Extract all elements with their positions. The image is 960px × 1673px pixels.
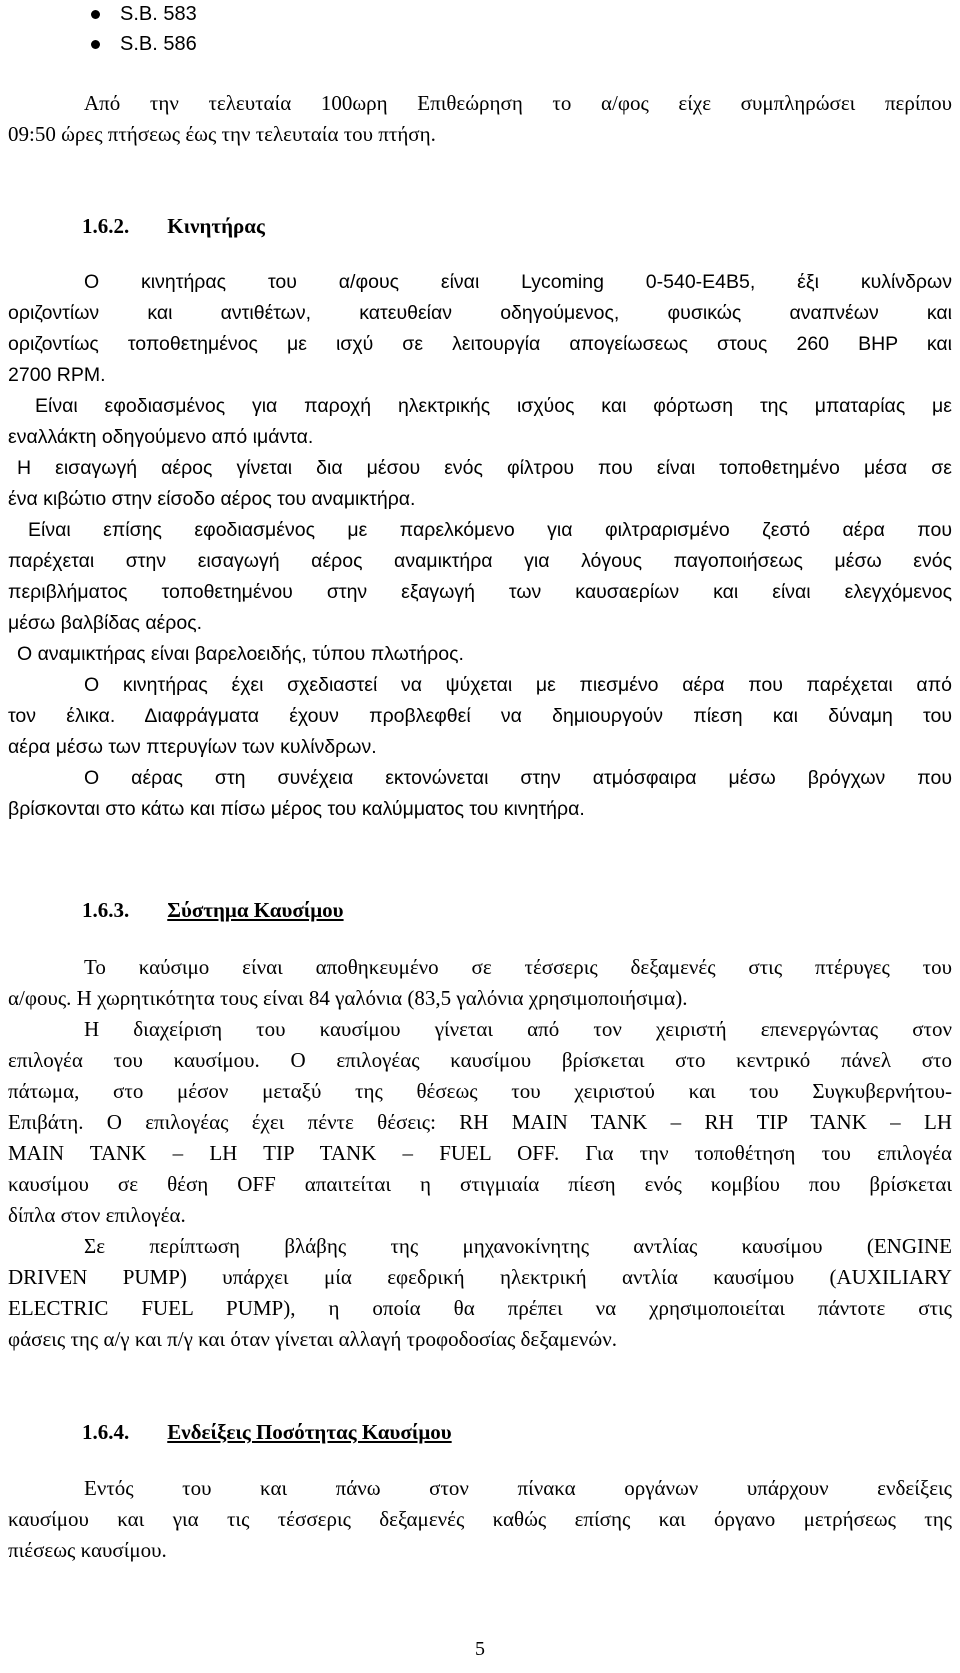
text-line: Επιβάτη. Ο επιλογέας έχει πέντε θέσεις: RH MAIN TANK – RH TIP TANK – LH xyxy=(8,1110,952,1134)
text-line: Το καύσιμο είναι αποθηκευμένο σε τέσσερις δεξαμενές στις πτέρυγες του xyxy=(84,955,952,979)
text-line: δίπλα στον επιλογέα. xyxy=(8,1203,186,1227)
text-line: τον έλικα. Διαφράγματα έχουν προβλεφθεί να δημιουργούν πίεση και δύναμη του xyxy=(8,705,952,727)
text-line: καυσίμου και για τις τέσσερις δεξαμενές καθώς επίσης και όργανο μετρήσεως της xyxy=(8,1507,952,1531)
text-line: ELECTRIC FUEL PUMP), η οποία θα πρέπει να χρησιμοποιείται πάντοτε στις xyxy=(8,1296,952,1320)
list-item xyxy=(120,0,197,28)
engine-paragraph-5 xyxy=(8,639,952,670)
bullet-icon xyxy=(91,40,100,49)
page-number: 5 xyxy=(475,1638,485,1660)
text-line: Σε περίπτωση βλάβης της μηχανοκίνητης αντλίας καυσίμου (ENGINE xyxy=(84,1234,952,1258)
text-line: Ο αέρας στη συνέχεια εκτονώνεται στην ατμόσφαιρα μέσω βρόγχων που xyxy=(84,767,952,789)
engine-paragraph-1 xyxy=(8,267,952,391)
text-line: καυσίμου σε θέση OFF απαιτείται η στιγμιαία πίεση ενός κομβίου που βρίσκεται xyxy=(8,1172,952,1196)
engine-paragraph-6 xyxy=(8,670,952,763)
section-heading-fuel-system xyxy=(82,896,344,924)
text-line: 09:50 ώρες πτήσεως έως την τελευταία του πτήση. xyxy=(8,122,436,146)
engine-paragraph-2 xyxy=(8,391,952,453)
list-item xyxy=(120,30,197,58)
text-line: Η διαχείριση του καυσίμου γίνεται από τον χειριστή επενεργώντας στον xyxy=(84,1017,952,1041)
fuel-paragraph-2 xyxy=(8,1014,952,1231)
text-line: Από την τελευταία 100ωρη Επιθεώρηση το α/φος είχε συμπληρώσει περίπου xyxy=(84,91,952,115)
section-heading-engine xyxy=(82,212,265,240)
text-line: μέσω βαλβίδας αέρος. xyxy=(8,612,203,634)
engine-paragraph-4 xyxy=(8,515,952,639)
section-number: 1.6.2. xyxy=(82,214,130,238)
text-line: πάτωμα, στο μέσον μεταξύ της θέσεως του χειριστού και του Συγκυβερνήτου- xyxy=(8,1079,952,1103)
text-line: α/φους. Η χωρητικότητα τους είναι 84 γαλόνια (83,5 γαλόνια χρησιμοποιήσιμα). xyxy=(8,986,688,1010)
engine-paragraph-3 xyxy=(8,453,952,515)
text-line: οριζοντίως τοποθετημένος με ισχύ σε λειτουργία απογείωσεως στους 260 BHP και xyxy=(8,333,952,355)
text-line: Ο αναμικτήρας είναι βαρελοειδής, τύπου πλωτήρος. xyxy=(17,643,464,665)
engine-paragraph-7 xyxy=(8,763,952,825)
text-line: Ο κινητήρας του α/φους είναι Lycoming 0-540-E4B5, έξι κυλίνδρων xyxy=(84,271,952,293)
text-line: φάσεις της α/γ και π/γ και όταν γίνεται αλλαγή τροφοδοσίας δεξαμενών. xyxy=(8,1327,617,1351)
text-line: επιλογέα του καυσίμου. Ο επιλογέας καυσίμου βρίσκεται στο κεντρικό πάνελ στο xyxy=(8,1048,952,1072)
section-number: 1.6.3. xyxy=(82,898,130,922)
text-line: βρίσκονται στο κάτω και πίσω μέρος του καλύμματος του κινητήρα. xyxy=(8,798,585,820)
text-line: Εντός του και πάνω στον πίνακα οργάνων υπάρχουν ενδείξεις xyxy=(84,1476,952,1500)
text-line: οριζοντίων και αντιθέτων, κατευθείαν οδηγούμενος, φυσικώς αναπνέων και xyxy=(8,302,952,324)
fuel-paragraph-1 xyxy=(8,952,952,1014)
text-line: MAIN TANK – LH TIP TANK – FUEL OFF. Για την τοποθέτηση του επιλογέα xyxy=(8,1141,952,1165)
text-line: παρέχεται στην εισαγωγή αέρος αναμικτήρα για λόγους παγοποιήσεως μέσω ενός xyxy=(8,550,952,572)
list-item-text: S.B. 586 xyxy=(120,33,197,55)
text-line: 2700 RPM. xyxy=(8,364,106,386)
text-line: πιέσεως καυσίμου. xyxy=(8,1538,167,1562)
text-line: Είναι εφοδιασμένος για παροχή ηλεκτρικής ισχύος και φόρτωση της μπαταρίας με xyxy=(35,395,952,417)
intro-paragraph xyxy=(8,88,952,150)
text-line: περιβλήματος τοποθετημένου στην εξαγωγή των καυσαερίων και είναι ελεγχόμενος xyxy=(8,581,952,603)
fuel-quantity-paragraph xyxy=(8,1473,952,1566)
text-line: DRIVEN PUMP) υπάρχει μία εφεδρική ηλεκτρική αντλία καυσίμου (AUXILIARY xyxy=(8,1265,952,1289)
text-line: εναλλάκτη οδηγούμενο από ιμάντα. xyxy=(8,426,314,448)
section-title: Σύστημα Καυσίμου xyxy=(167,898,344,922)
section-title: Ενδείξεις Ποσότητας Καυσίμου xyxy=(167,1420,452,1444)
text-line: αέρα μέσω των πτερυγίων των κυλίνδρων. xyxy=(8,736,377,758)
text-line: Ο κινητήρας έχει σχεδιαστεί να ψύχεται με πιεσμένο αέρα που παρέχεται από xyxy=(84,674,952,696)
bullet-icon xyxy=(91,10,100,19)
fuel-paragraph-3 xyxy=(8,1231,952,1355)
section-number: 1.6.4. xyxy=(82,1420,130,1444)
list-item-text: S.B. 583 xyxy=(120,3,197,25)
text-line: Η εισαγωγή αέρος γίνεται δια μέσου ενός φίλτρου που είναι τοποθετημένο μέσα σε xyxy=(17,457,952,479)
text-line: Είναι επίσης εφοδιασμένος με παρελκόμενο για φιλτραρισμένο ζεστό αέρα που xyxy=(28,519,952,541)
section-heading-fuel-quantity xyxy=(82,1418,452,1446)
text-line: ένα κιβώτιο στην είσοδο αέρος του αναμικτήρα. xyxy=(8,488,416,510)
section-title: Κινητήρας xyxy=(167,214,265,238)
